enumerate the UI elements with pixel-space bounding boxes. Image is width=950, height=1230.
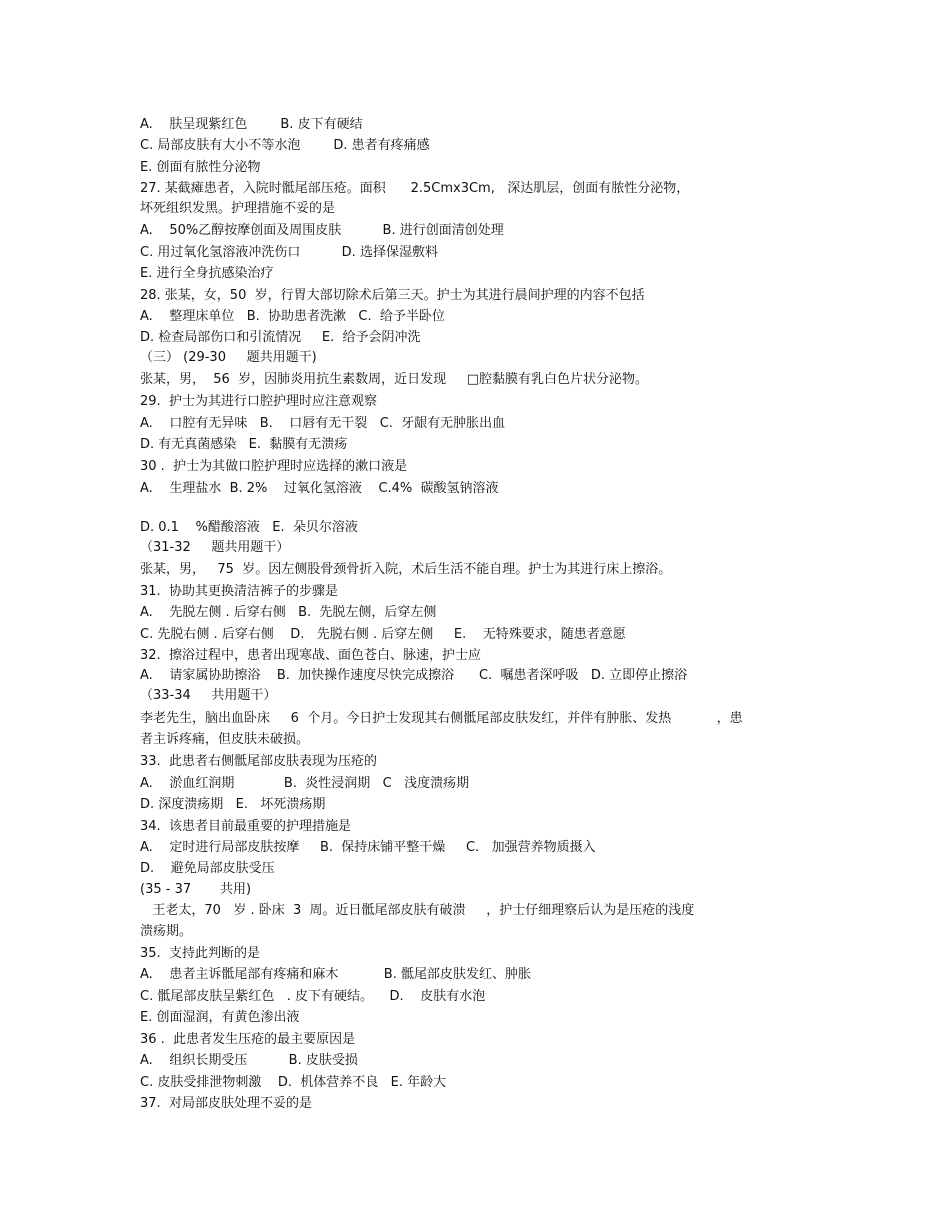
text-line: （33-34 共用题干） (140, 688, 277, 703)
text-line: A. 请家属协助擦浴 B. 加快操作速度尽快完成擦浴 C. 嘱患者深呼吸 D. 立即停止擦浴 (140, 668, 688, 683)
text-line: A. 50%乙醇按摩创面及周围皮肤 B. 进行创面清创处理 (140, 223, 504, 238)
text-line: C. 骶尾部皮肤呈紫红色 . 皮下有硬结。 D. 皮肤有水泡 (140, 989, 486, 1004)
text-line: 溃疡期。 (140, 924, 193, 939)
text-line: A. 淤血红润期 B. 炎性浸润期 C 浅度溃疡期 (140, 776, 470, 791)
text-line: C. 用过氧化氢溶液冲洗伤口 D. 选择保湿敷料 (140, 245, 438, 260)
text-line: 李老先生，脑出血卧床 6 个月。今日护士发现其右侧骶尾部皮肤发红，并伴有肿胀、发热 ，患 (140, 711, 743, 726)
text-line: C. 皮肤受排泄物刺激 D. 机体营养不良 E. 年龄大 (140, 1075, 447, 1090)
text-line: A. 患者主诉骶尾部有疼痛和麻木 B. 骶尾部皮肤发红、肿胀 (140, 967, 531, 982)
text-line: 张某，男， 75 岁。因左侧股骨颈骨折入院，术后生活不能自理。护士为其进行床上擦浴。 (140, 562, 672, 577)
text-line: C. 先脱右侧 . 后穿右侧 D. 先脱右侧 . 后穿左侧 E. 无特殊要求，随患者意愿 (140, 627, 626, 642)
text-line: D. 检查局部伤口和引流情况 E. 给予会阴冲洗 (140, 330, 421, 345)
text-line: A. 整理床单位 B. 协助患者洗漱 C. 给予半卧位 (140, 309, 445, 324)
text-line: A. 肤呈现紫红色 B. 皮下有硬结 (140, 117, 363, 132)
text-line: C. 局部皮肤有大小不等水泡 D. 患者有疼痛感 (140, 138, 430, 153)
text-line: E. 创面湿润，有黄色渗出液 (140, 1010, 300, 1025)
text-line: 33. 此患者右侧骶尾部皮肤表现为压疮的 (140, 754, 377, 769)
text-line: 29. 护士为其进行口腔护理时应注意观察 (140, 394, 377, 409)
text-line: A. 先脱左侧 . 后穿右侧 B. 先脱左侧，后穿左侧 (140, 605, 437, 620)
text-line: A. 定时进行局部皮肤按摩 B. 保持床铺平整干燥 C. 加强营养物质摄入 (140, 840, 596, 855)
text-line: 32. 擦浴过程中，患者出现寒战、面色苍白、脉速，护士应 (140, 648, 481, 663)
text-line: （31-32 题共用题干） (140, 540, 290, 555)
text-line: 37. 对局部皮肤处理不妥的是 (140, 1096, 312, 1111)
text-line: D. 0.1 %醋酸溶液 E. 朵贝尔溶液 (140, 520, 358, 535)
text-line: 35. 支持此判断的是 (140, 946, 260, 961)
text-line: A. 口腔有无异味 B. 口唇有无干裂 C. 牙龈有无肿胀出血 (140, 416, 506, 431)
text-line: D. 深度溃疡期 E. 坏死溃疡期 (140, 797, 326, 812)
text-line: 张某，男， 56 岁，因肺炎用抗生素数周，近日发现 □腔黏膜有乳白色片状分泌物。 (140, 372, 649, 387)
text-line: E. 创面有脓性分泌物 (140, 160, 261, 175)
text-line: 30 . 护士为其做口腔护理时应选择的漱口液是 (140, 459, 408, 474)
text-line: E. 进行全身抗感染治疗 (140, 266, 274, 281)
text-line: 坏死组织发黑。护理措施不妥的是 (140, 201, 336, 216)
text-line: 27. 某截瘫患者，入院时骶尾部压疮。面积 2.5Cmx3Cm, 深达肌层，创面有脓性分泌物， (140, 181, 690, 196)
text-line: 者主诉疼痛，但皮肤未破损。 (140, 732, 310, 747)
text-line: A. 组织长期受压 B. 皮肤受损 (140, 1053, 358, 1068)
text-line: (35 - 37 共用) (140, 882, 252, 897)
text-line: 28. 张某，女，50 岁，行胃大部切除术后第三天。护士为其进行晨间护理的内容不包括 (140, 288, 645, 303)
text-line: D. 有无真菌感染 E. 黏膜有无溃疡 (140, 437, 348, 452)
text-line: 34. 该患者目前最重要的护理措施是 (140, 819, 351, 834)
text-line: （三） (29-30 题共用题干) (140, 350, 317, 365)
text-line: 31. 协助其更换清洁裤子的步骤是 (140, 584, 338, 599)
text-line: 36 . 此患者发生压疮的最主要原因是 (140, 1032, 356, 1047)
text-line: 王老太，70 岁 . 卧床 3 周。近日骶尾部皮肤有破溃 ，护士仔细理察后认为是压疮的浅度 (140, 903, 695, 918)
text-line: D. 避免局部皮肤受压 (140, 861, 275, 876)
text-line: A. 生理盐水 B. 2% 过氧化氢溶液 C.4% 碳酸氢钠溶液 (140, 481, 499, 496)
